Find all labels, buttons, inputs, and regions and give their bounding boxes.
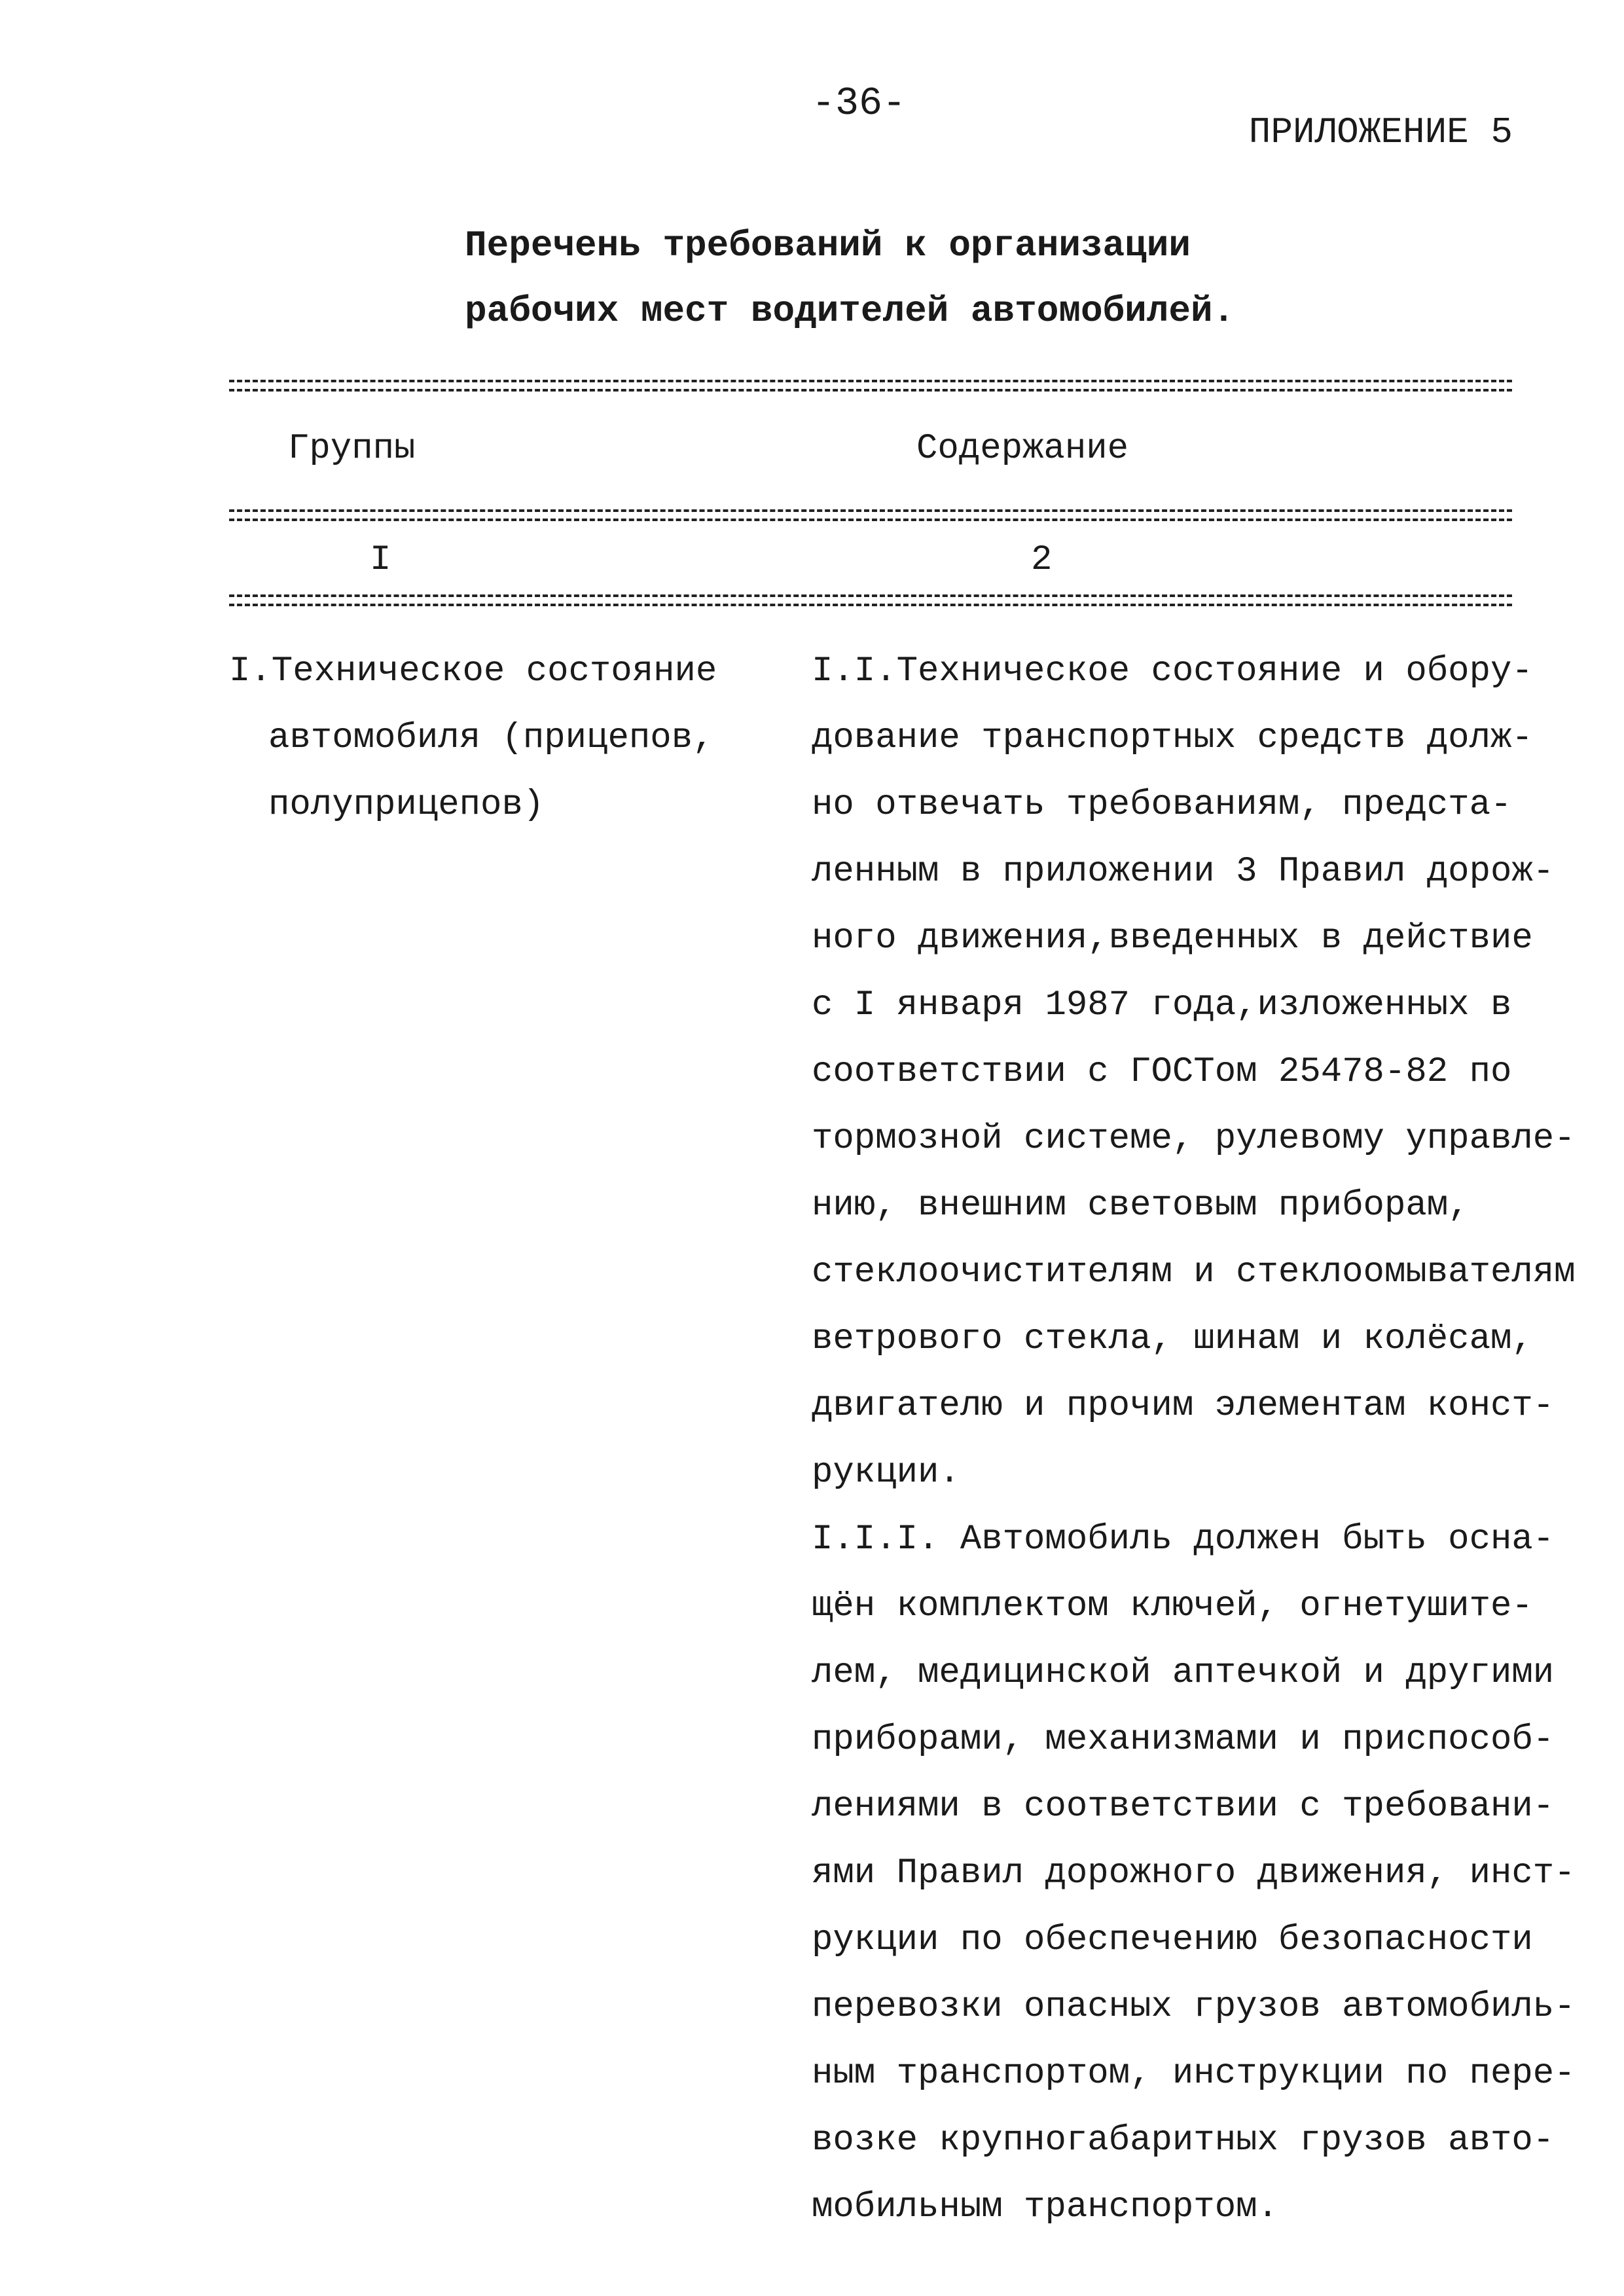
page-number: -36-: [812, 82, 907, 126]
group-line: автомобиля (прицепов,: [268, 718, 714, 758]
table-rule-top: [229, 380, 1512, 392]
content-line: возке крупногабаритных грузов авто-: [812, 2121, 1555, 2160]
content-line: но отвечать требованиям, предста-: [812, 785, 1512, 825]
content-line: соответствии с ГОСТом 25478-82 по: [812, 1052, 1512, 1092]
column-header-groups: Группы: [288, 429, 416, 469]
content-line: I.I.I. Автомобиль должен быть осна-: [812, 1520, 1555, 1559]
content-line: рукции по обеспечению безопасности: [812, 1920, 1533, 1960]
content-cell: [812, 638, 1576, 2241]
document-title: [465, 213, 1235, 344]
group-cell: [229, 638, 717, 839]
column-number-1: I: [370, 540, 391, 580]
content-line: ветрового стекла, шинам и колёсам,: [812, 1319, 1533, 1359]
content-line: дование транспортных средств долж-: [812, 718, 1533, 758]
group-line: полуприцепов): [268, 785, 545, 825]
content-line: I.I.Техническое состояние и обору-: [812, 651, 1533, 691]
content-line: с I января 1987 года,изложенных в: [812, 985, 1512, 1025]
content-line: лем, медицинской аптечкой и другими: [812, 1653, 1555, 1693]
content-line: мобильным транспортом.: [812, 2187, 1278, 2227]
content-line: приборами, механизмами и приспособ-: [812, 1720, 1555, 1760]
appendix-label: ПРИЛОЖЕНИЕ 5: [1248, 111, 1513, 153]
content-line: ями Правил дорожного движения, инст-: [812, 1853, 1576, 1893]
column-header-content: Содержание: [916, 429, 1129, 469]
title-line-2: рабочих мест водителей автомобилей.: [465, 290, 1235, 332]
content-line: тормозной системе, рулевому управле-: [812, 1119, 1576, 1159]
content-line: перевозки опасных грузов автомобиль-: [812, 1987, 1576, 2027]
content-line: стеклоочистителям и стеклоомывателям: [812, 1252, 1576, 1292]
content-line: ленным в приложении 3 Правил дорож-: [812, 852, 1555, 892]
content-line: нию, внешним световым приборам,: [812, 1186, 1470, 1226]
content-line: ного движения,введенных в действие: [812, 919, 1533, 958]
group-line: I.Техническое состояние: [229, 651, 717, 691]
content-line: щён комплектом ключей, огнетушите-: [812, 1586, 1533, 1626]
table-rule-header: [229, 509, 1512, 521]
content-line: ным транспортом, инструкции по пере-: [812, 2054, 1576, 2094]
title-line-1: Перечень требований к организации: [465, 225, 1191, 266]
column-number-2: 2: [1031, 540, 1053, 580]
table-rule-numbers: [229, 594, 1512, 606]
content-line: лениями в соответствии с требовани-: [812, 1787, 1555, 1827]
content-line: рукции.: [812, 1453, 960, 1493]
content-line: двигателю и прочим элементам конст-: [812, 1386, 1555, 1426]
